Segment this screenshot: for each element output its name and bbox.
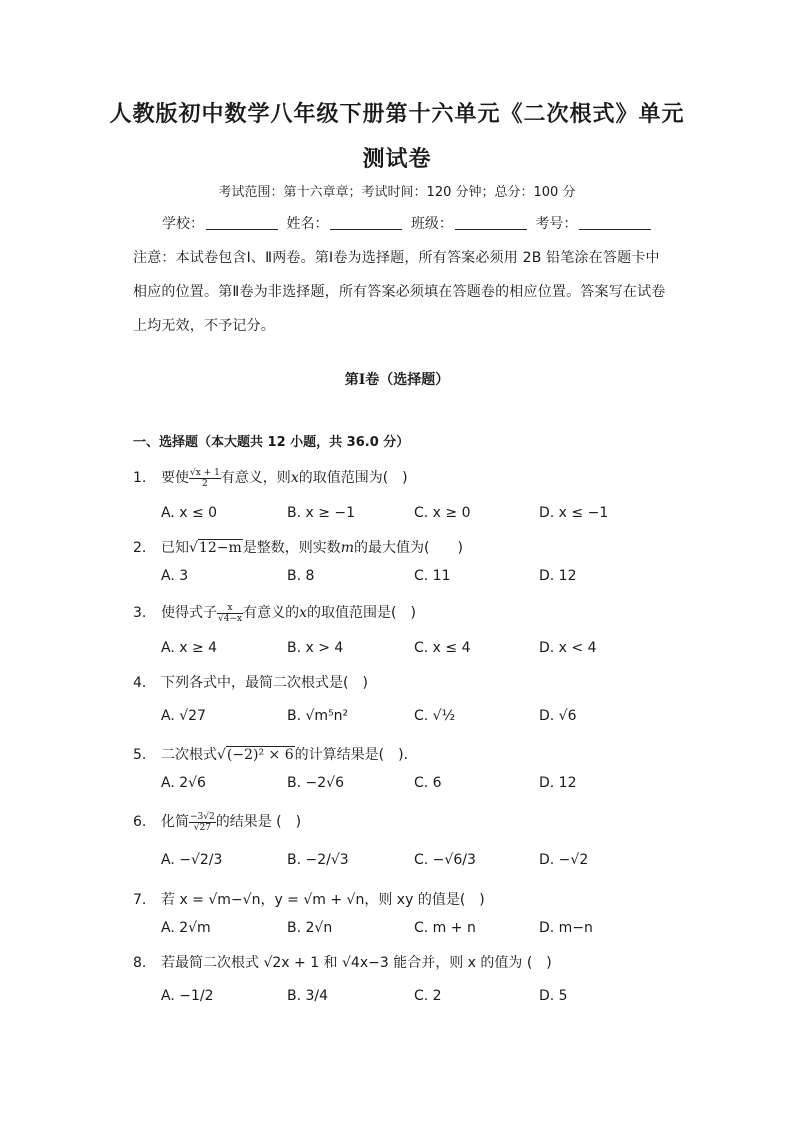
q5-option-b[interactable]: B. −2√6 (287, 775, 344, 791)
q8-option-b[interactable]: B. 3/4 (287, 988, 329, 1004)
section-title: 第Ⅰ卷（选择题） (344, 372, 450, 388)
q5-option-c[interactable]: C. 6 (414, 775, 442, 791)
q3-option-d[interactable]: D. x < 4 (539, 640, 597, 656)
q1-option-d[interactable]: D. x ≤ −1 (539, 505, 609, 521)
q1-option-b[interactable]: B. x ≥ −1 (287, 505, 356, 521)
q6-option-b[interactable]: B. −2/√3 (287, 852, 349, 868)
q2-option-d[interactable]: D. 12 (539, 568, 577, 584)
question-4: 4. 下列各式中，最简二次根式是( ) (133, 675, 368, 691)
question-6: 6. 化简 $\frac{-3√2}{√27}$ 的结果是 ( ) (133, 811, 302, 833)
q5-option-a[interactable]: A. 2√6 (161, 775, 206, 791)
q3-option-a[interactable]: A. x ≥ 4 (161, 640, 218, 656)
q1-option-a[interactable]: A. x ≤ 0 (161, 505, 218, 521)
q4-option-d[interactable]: D. √6 (539, 708, 577, 724)
q6-fraction: $\frac{-3√2}{√27}$ (190, 811, 215, 833)
field-id-label: 考号： (535, 216, 578, 232)
q4-option-c[interactable]: C. √½ (414, 708, 456, 724)
question-5: 5. 二次根式√(−2)² × 6的计算结果是( )． (133, 747, 418, 763)
q2-option-b[interactable]: B. 8 (287, 568, 315, 584)
field-name-blank[interactable] (330, 215, 402, 230)
q8-option-d[interactable]: D. 5 (539, 988, 568, 1004)
q8-option-a[interactable]: A. −1/2 (161, 988, 214, 1004)
q8-option-c[interactable]: C. 2 (414, 988, 442, 1004)
part-title: 一、选择题（本大题共 12 小题，共 36.0 分） (133, 435, 410, 450)
exam-title-line2: 测试卷 (362, 146, 432, 172)
field-class-blank[interactable] (455, 215, 527, 230)
q4-option-a[interactable]: A. √27 (161, 708, 206, 724)
field-school-blank[interactable] (206, 215, 278, 230)
q7-option-a[interactable]: A. 2√m (161, 920, 211, 936)
q3-fraction: $\frac{x}{√4-x}$ (218, 602, 243, 624)
q6-option-a[interactable]: A. −√2/3 (161, 852, 223, 868)
student-fields (162, 213, 655, 233)
question-3: 3. 使得式子 $\frac{x}{√4-x}$ 有意义的x的取值范围是( ) (133, 602, 416, 624)
field-id-blank[interactable] (579, 215, 651, 230)
q2-option-c[interactable]: C. 11 (414, 568, 451, 584)
question-1: 1. 要使 $\frac{√x + 1}{2}$ 有意义，则x的取值范围为( ) (133, 467, 408, 489)
q3-option-b[interactable]: B. x > 4 (287, 640, 344, 656)
field-class-label: 班级： (410, 216, 453, 232)
q1-option-c[interactable]: C. x ≥ 0 (414, 505, 471, 521)
question-7: 7. 若 x = √m−√n，y = √m + √n，则 xy 的值是( ) (133, 892, 485, 908)
exam-info: 考试范围：第十六章章；考试时间：120 分钟；总分：100 分 (218, 185, 576, 200)
q6-option-c[interactable]: C. −√6/3 (414, 852, 476, 868)
q3-option-c[interactable]: C. x ≤ 4 (414, 640, 471, 656)
field-name-label: 姓名： (286, 216, 329, 232)
q5-option-d[interactable]: D. 12 (539, 775, 577, 791)
exam-notice: 注意：本试卷包含Ⅰ、Ⅱ两卷。第Ⅰ卷为选择题，所有答案必须用 2B 铅笔涂在答题卡中相应的位置。第Ⅱ卷为非选择题，所有答案必须填在答题卷的相应位置。答案写在试卷上均无效，不予记分。 (133, 250, 666, 334)
q7-option-c[interactable]: C. m + n (414, 920, 476, 936)
question-8: 8. 若最简二次根式 √2x + 1 和 √4x−3 能合并，则 x 的值为 ( ) (133, 955, 552, 971)
q4-option-b[interactable]: B. √m⁵n² (287, 708, 349, 724)
q7-option-d[interactable]: D. m−n (539, 920, 593, 936)
q6-option-d[interactable]: D. −√2 (539, 852, 589, 868)
field-school-label: 学校： (162, 216, 204, 232)
question-2: 2. 已知√12−m是整数，则实数m的最大值为( ) (133, 540, 463, 556)
q2-option-a[interactable]: A. 3 (161, 568, 189, 584)
exam-title-line1: 人教版初中数学八年级下册第十六单元《二次根式》单元 (109, 101, 685, 127)
q1-fraction: $\frac{√x + 1}{2}$ (190, 467, 220, 489)
q7-option-b[interactable]: B. 2√n (287, 920, 333, 936)
